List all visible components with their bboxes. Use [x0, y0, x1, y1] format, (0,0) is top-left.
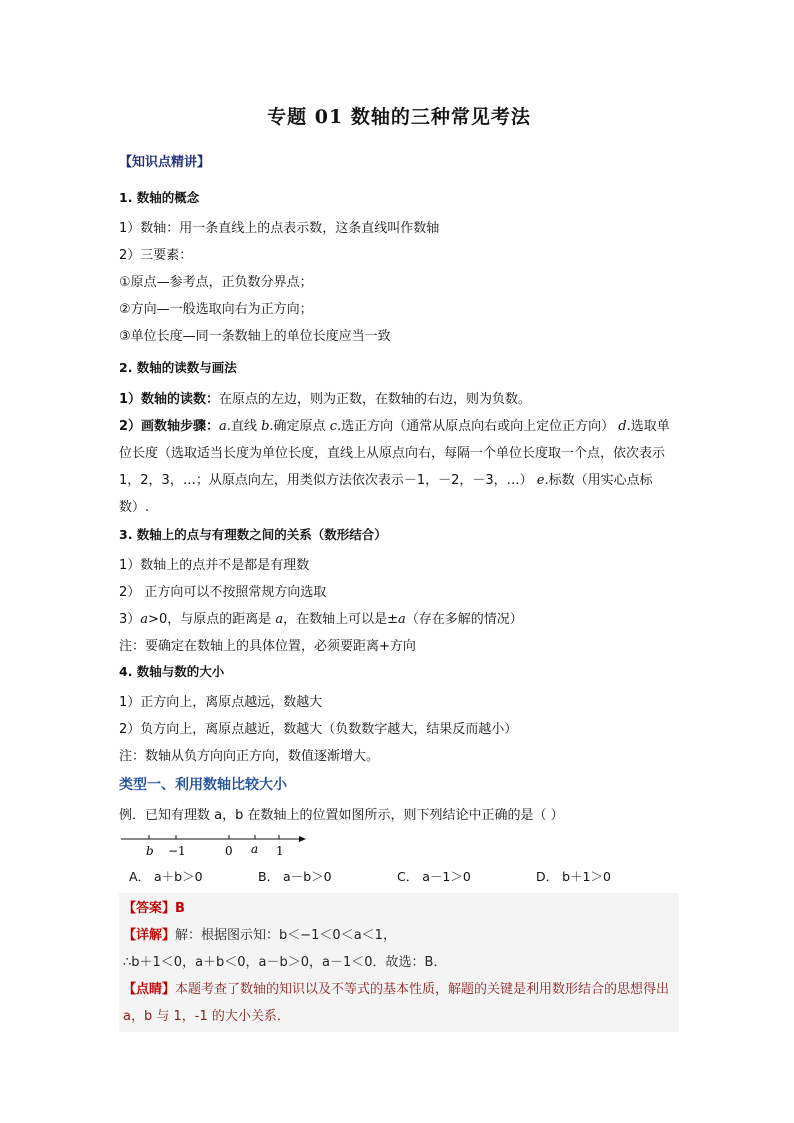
detail-line-1 [123, 922, 675, 949]
var-a: a [398, 612, 406, 627]
tick-label-1: 1 [276, 844, 284, 858]
comment-line [123, 976, 675, 1030]
s1-line: ③单位长度—同一条数轴上的单位长度应当一致 [119, 329, 391, 344]
page-title: 专题 01 数轴的三种常见考法 [267, 106, 531, 128]
section-4-heading: 4. 数轴与数的大小 [119, 664, 225, 679]
s3-note: 注：要确定在数轴上的具体位置，必须要距离+方向 [119, 639, 416, 654]
document-page [119, 96, 679, 1032]
step-d-marker: d. [618, 419, 631, 434]
s3-line-1: 1）数轴上的点并不是都是有理数 [119, 558, 310, 573]
s2-line-2-label: 2）画数轴步骤： [119, 419, 220, 434]
answer-options [119, 867, 679, 885]
s3-line-3-pre: 3） [119, 612, 141, 627]
option-a: A． a＋b＞0 [129, 869, 203, 884]
option-b: B． a－b＞0 [258, 869, 332, 884]
step-d-text: 选取单位长度（选取适当长度为单位长度，直线上从原点向右，每隔一个单位长度取一个点，依次表示 1，2，3，…；从原点向左，用类似方法依次表示－1，－2，－3，…） [119, 419, 670, 488]
example-question: 例．已知有理数 a，b 在数轴上的位置如图所示，则下列结论中正确的是（ ） [119, 808, 564, 823]
number-line-svg [119, 833, 319, 863]
answer-value: B [175, 901, 185, 916]
detail-line-2: ∴b＋1＜0，a＋b＜0，a－b＞0，a－1＜0．故选：B． [123, 955, 447, 970]
detail-label: 【详解】 [123, 928, 176, 943]
step-e-text: 标数（用实心点标数）. [119, 473, 653, 515]
step-b-text: 确定原点 [273, 419, 330, 434]
tick-label-a: a [251, 842, 259, 856]
comment-text: 本题考查了数轴的知识以及不等式的基本性质，解题的关键是利用数形结合的思想得出 a，b 与 1，-1 的大小关系． [123, 982, 670, 1024]
section-3-heading: 3. 数轴上的点与有理数之间的关系（数形结合） [119, 527, 387, 542]
step-c-text: 选正方向（通常从原点向右或向上定位正方向） [341, 419, 619, 434]
s4-line-1: 1）正方向上，离原点越远，数越大 [119, 695, 323, 710]
s2-line-1-label: 1）数轴的读数： [119, 392, 220, 407]
s1-line: 2）三要素： [119, 248, 193, 263]
s2-line-1-text: 在原点的左边，则为正数，在数轴的右边，则为负数。 [219, 392, 532, 407]
detail-text-1: 解：根据图示知：b＜−1＜0＜a＜1， [175, 928, 396, 943]
section-tag: 【知识点精讲】 [119, 155, 211, 170]
step-e-marker: e. [536, 473, 549, 488]
s3-line-3-mid: >0，与原点的距离是 [148, 612, 276, 627]
step-a-marker: a. [219, 419, 231, 434]
s2-line-2 [119, 413, 679, 521]
tick-label-b: b [146, 844, 154, 858]
s3-line-3-mid2: ，在数轴上可以是± [283, 612, 399, 627]
var-a: a [275, 612, 284, 627]
s3-line-3-post: （存在多解的情况） [405, 612, 523, 627]
number-line-figure [119, 833, 679, 863]
step-a-text: 直线 [230, 419, 262, 434]
s1-line: 1）数轴：用一条直线上的点表示数，这条直线叫作数轴 [119, 221, 440, 236]
s4-note: 注：数轴从负方向向正方向，数值逐渐增大。 [119, 749, 380, 764]
s1-line: ②方向—一般选取向右为正方向； [119, 302, 313, 317]
var-a: a [140, 612, 149, 627]
tick-label-0: 0 [225, 844, 233, 858]
section-1-heading: 1. 数轴的概念 [119, 190, 200, 205]
option-d: D． b＋1＞0 [536, 869, 611, 884]
option-c: C． a－1＞0 [397, 869, 471, 884]
step-b-marker: b. [261, 419, 274, 434]
type-1-heading: 类型一、利用数轴比较大小 [119, 777, 287, 793]
comment-label: 【点睛】 [123, 982, 176, 997]
s3-line-2: 2） 正方向可以不按照常规方向选取 [119, 585, 327, 600]
s1-line: ①原点—参考点，正负数分界点； [119, 275, 313, 290]
s2-line-1 [119, 386, 679, 413]
answer-line [123, 895, 675, 922]
answer-label: 【答案】 [123, 901, 176, 916]
section-2-heading: 2. 数轴的读数与画法 [119, 360, 237, 375]
tick-label-minus1: −1 [168, 844, 186, 858]
step-c-marker: c. [329, 419, 342, 434]
s3-line-3 [119, 606, 679, 633]
s4-line-2: 2）负方向上，离原点越近，数越大（负数数字越大，结果反而越小） [119, 722, 518, 737]
answer-box [119, 893, 679, 1032]
